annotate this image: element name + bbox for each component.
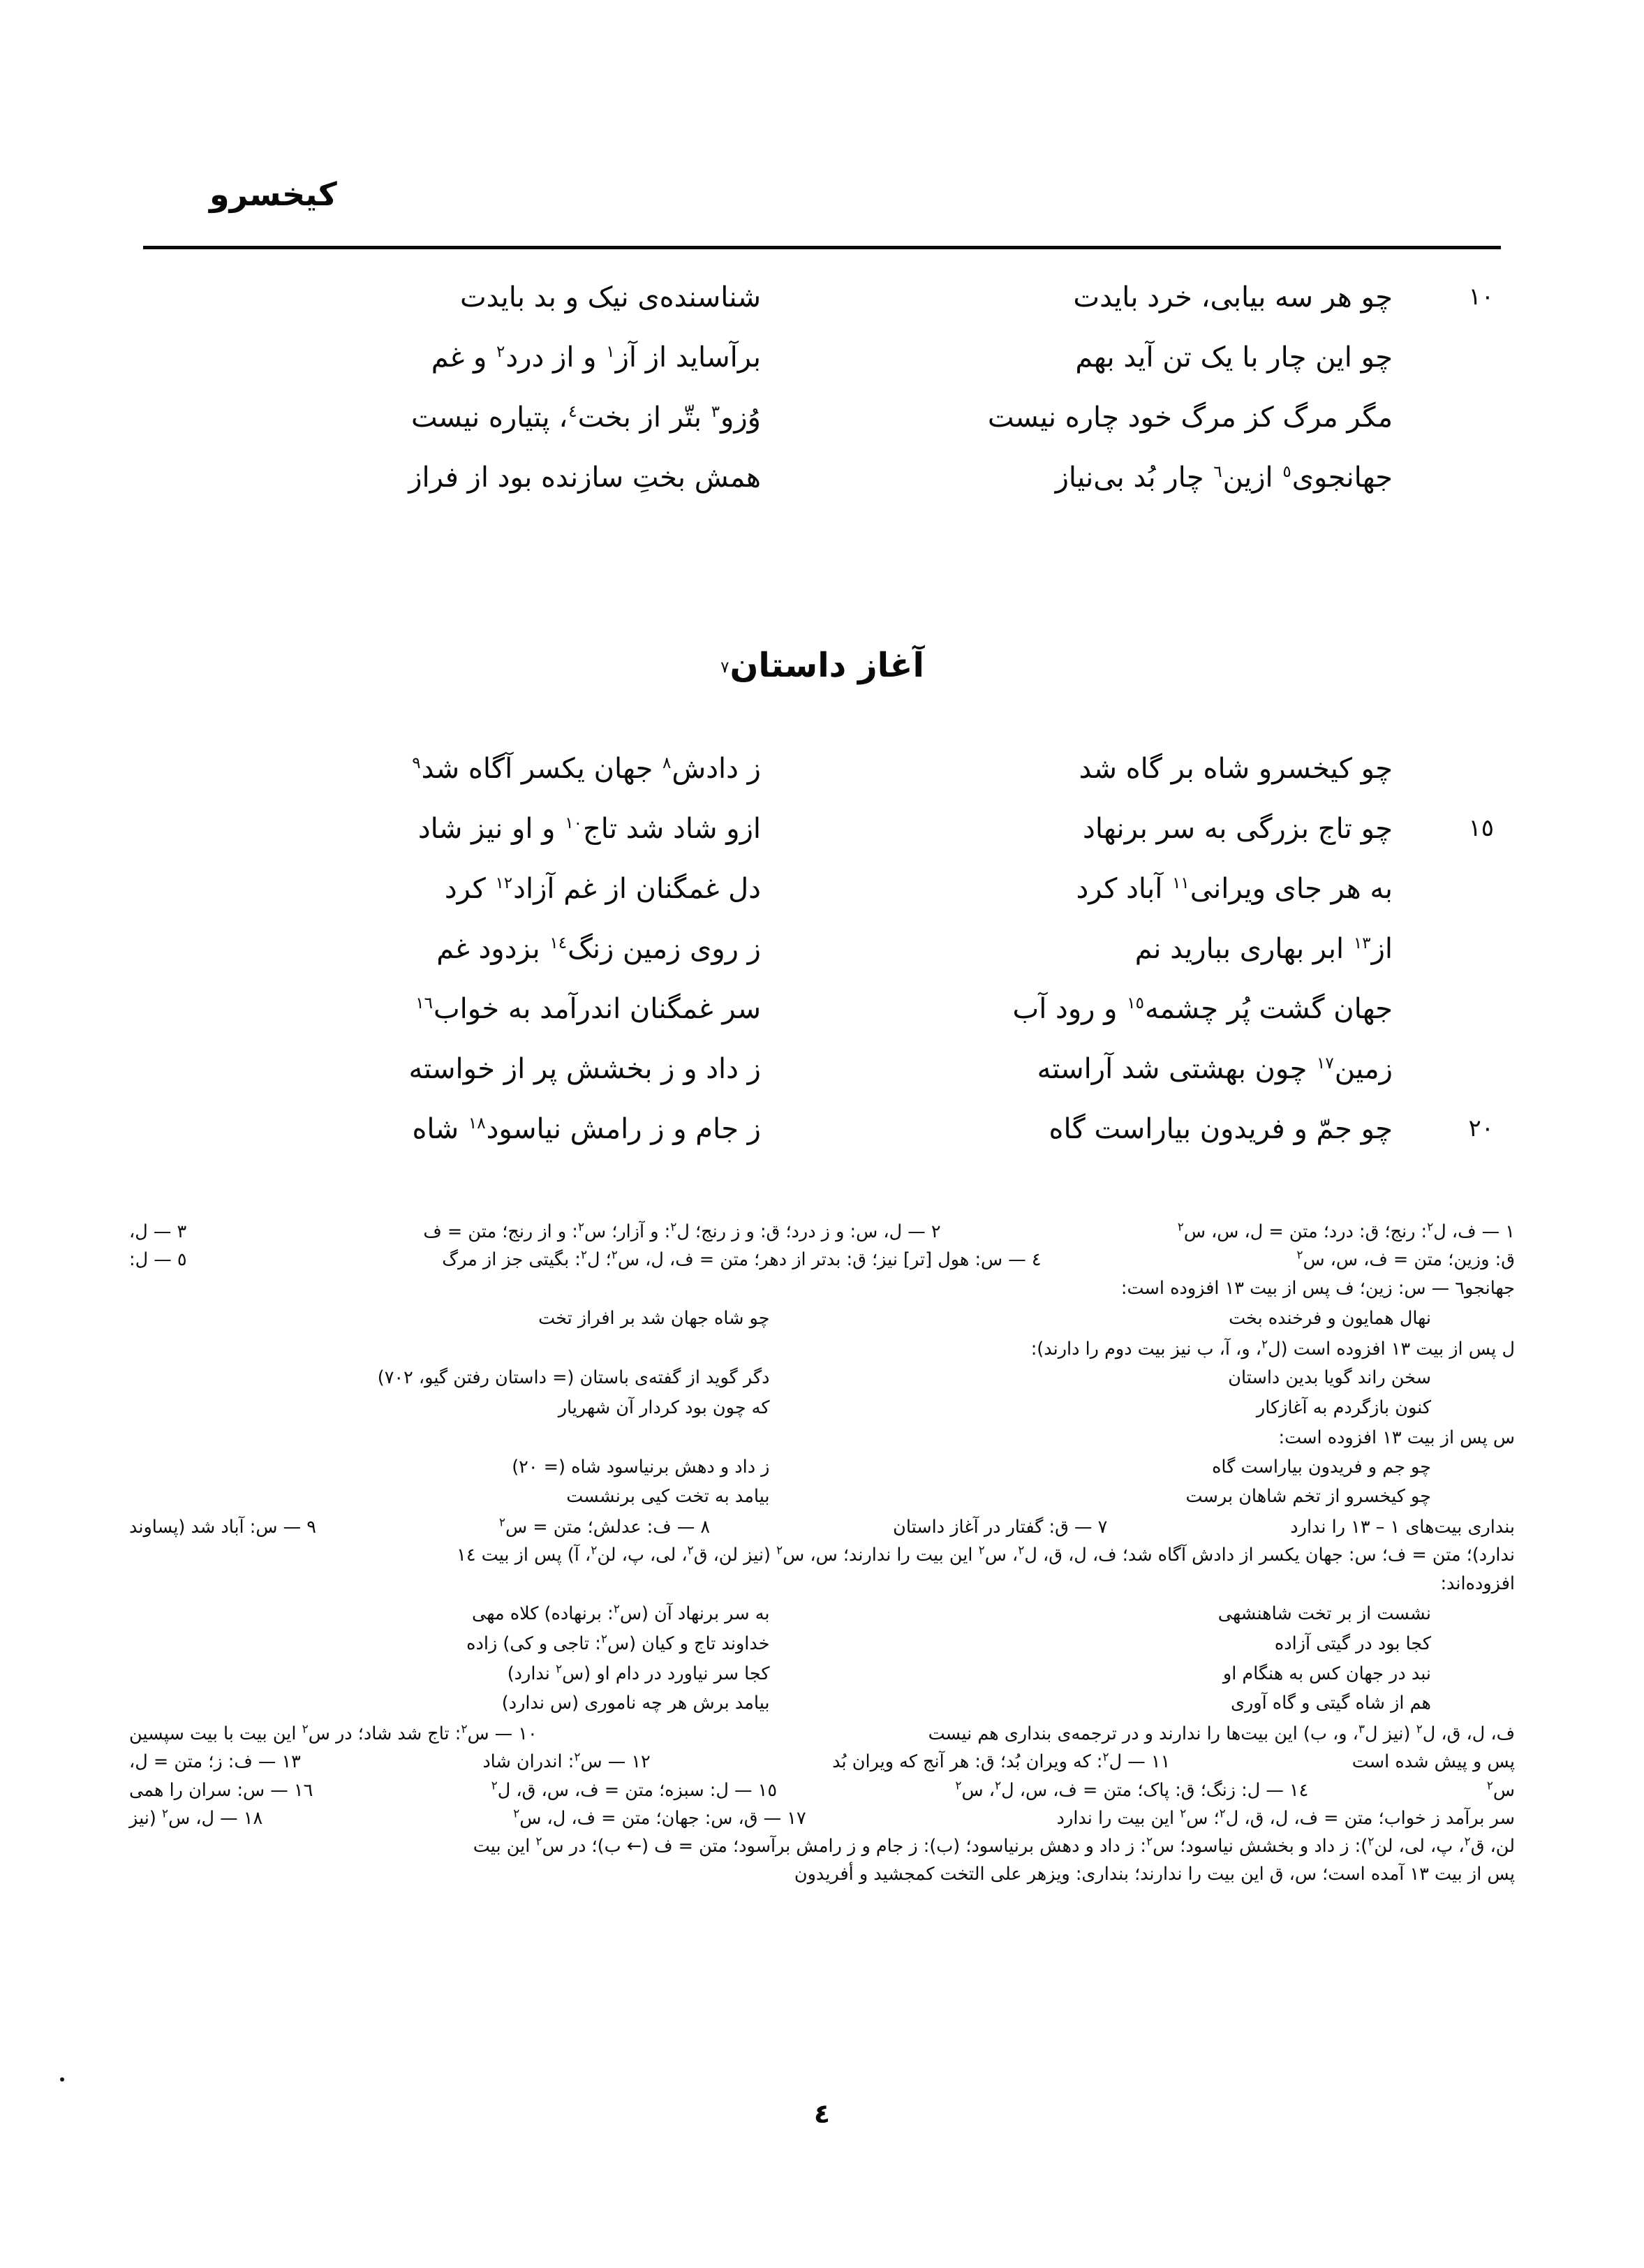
apparatus-note: ٧ — ق: گفتار در آغاز داستان: [893, 1517, 1108, 1538]
apparatus-note: ١٦ — س: سران را همی: [129, 1779, 313, 1801]
apparatus-insert-couplet: [129, 1689, 1515, 1718]
verse-couplet: [143, 396, 1501, 443]
apparatus-note: ١٢ — س$^٢$: اندران شاد: [482, 1750, 651, 1773]
apparatus-note: ٦ — س: زین؛ ف پس از بیت ١٣ افزوده است:: [1120, 1277, 1465, 1299]
apparatus-insert-hemistich-first: نشست از بر تخت شاهنشهی: [1217, 1603, 1431, 1624]
apparatus-line: [129, 1218, 1515, 1245]
apparatus-line: [129, 1542, 1515, 1568]
hemistich-second: ز داد و ز بخشش پر از خواسته: [408, 1053, 761, 1085]
apparatus-insert-block: [129, 1424, 1515, 1511]
apparatus-insert-hemistich-first: چو کیخسرو از تخم شاهان برست: [1185, 1486, 1431, 1508]
apparatus-insert-hemistich-second: کجا سر نیاورد در دام او (س$^٢$ ندارد): [507, 1662, 770, 1684]
verse-line-number: [1421, 927, 1501, 934]
hemistich-first: چو جمّ و فریدون بیاراست گاه: [1049, 1113, 1393, 1145]
hemistich-second: ز روی زمین زنگ$^{١٤}$ بزدود غم: [436, 933, 761, 965]
apparatus-insert-hemistich-second: که چون بود کردار آن شهریار: [558, 1397, 770, 1418]
hemistich-second: ازو شاد شد تاج$^{١٠}$ و او نیز شاد: [417, 813, 761, 845]
verse-line-number: [1421, 987, 1501, 994]
hemistich-first: به هر جای ویرانی$^{١١}$ آباد کرد: [1076, 873, 1393, 905]
verse-block-top: [143, 276, 1501, 516]
apparatus-note: ق: وزین؛ متن = ف، س، س$^٢$: [1296, 1248, 1515, 1271]
apparatus-insert-hemistich-first: کجا بود در گیتی آزاده: [1274, 1633, 1431, 1654]
verse-couplet: [143, 987, 1501, 1035]
hemistich-second: سر غمگنان اندرآمد به خواب$^{١٦}$: [415, 993, 761, 1025]
hemistich-first: چو هر سه بیابی، خرد بایدت: [1073, 281, 1393, 314]
apparatus-note: ١٣ — ف: ز؛ متن = ل،: [129, 1751, 301, 1773]
hemistich-first: چو تاج بزرگی به سر برنهاد: [1083, 813, 1393, 845]
apparatus-note: افزوده‌اند:: [1440, 1573, 1515, 1594]
hemistich-first: چو این چار با یک تن آید بهم: [1075, 341, 1393, 374]
hemistich-second: همش بختِ سازنده بود از فراز: [408, 462, 761, 494]
apparatus-insert-hemistich-second: بیامد برش هر چه ناموری (س ندارد): [501, 1693, 770, 1714]
verse-couplet: [143, 747, 1501, 795]
apparatus-note: بنداری بیت‌های ١ – ١٣ را ندارد: [1290, 1517, 1515, 1538]
apparatus-insert-hemistich-second: چو شاه جهان شد بر افراز تخت: [538, 1307, 770, 1329]
apparatus-note: ١٥ — ل: سبزه؛ متن = ف، س، ق، ل$^٢$: [491, 1779, 778, 1801]
apparatus-note: پس و پیش شده است: [1352, 1751, 1515, 1773]
hemistich-first: از$^{١٣}$ ابر بهاری بباريد نم: [1134, 933, 1393, 965]
verse-line-number: ١٥: [1468, 814, 1494, 842]
verse-line-number: [1421, 336, 1501, 343]
apparatus-insert-intro: س پس از بیت ١٣ افزوده است:: [1278, 1427, 1515, 1449]
verse-couplet: [143, 1047, 1501, 1095]
apparatus-insert-hemistich-first: چو جم و فریدون بیاراست گاه: [1212, 1456, 1431, 1478]
apparatus-line: [129, 1805, 1515, 1832]
apparatus-note: ٢ — ل، س: و ز درد؛ ق: و ز رنج؛ ل$^٢$: و آزار؛ س$^٢$: و از رنج؛ متن = ف: [423, 1220, 941, 1242]
folio-number: ٤: [813, 2098, 831, 2129]
apparatus-line: [129, 1275, 1515, 1302]
apparatus-insert-couplet: [129, 1630, 1515, 1658]
apparatus-note: ٥ — ل:: [129, 1249, 187, 1271]
verse-line-number: [1421, 747, 1501, 754]
verse-couplet: [143, 1107, 1501, 1155]
verse-line-number: [1421, 456, 1501, 463]
hemistich-first: چو کیخسرو شاه بر گاه شد: [1079, 753, 1393, 785]
section-heading-note: ٧: [720, 658, 730, 677]
apparatus-note: ندارد)؛ متن = ف؛ س: جهان یکسر از دادش آگاه شد؛ ف، ل، ق، ل$^٢$، س$^٢$ این بیت را ندارند؛ س، س$^٢$ (نیز لن، ق$^٢$، لی، پ، لن$^٢$، آ) پس از بیت ١٤: [457, 1543, 1515, 1566]
hemistich-first: جهان گشت پُر چشمه$^{١٥}$ و رود آب: [1012, 993, 1393, 1025]
apparatus-line: [129, 1777, 1515, 1804]
apparatus-note: ٨ — ف: عدلش؛ متن = س$^٢$: [498, 1515, 711, 1538]
apparatus-note: جهانجو: [1464, 1277, 1515, 1299]
hemistich-second: برآساید از آز$^١$ و از درد$^٢$ و غم: [431, 341, 761, 374]
apparatus-note: ١٨ — ل، س$^٢$ (نیز: [129, 1806, 263, 1829]
running-head: [143, 175, 1501, 213]
apparatus-insert-hemistich-second: به سر برنهاد آن (س$^٢$: برنهاده) کلاه مهی: [471, 1602, 770, 1624]
apparatus-insert-couplet: [129, 1600, 1515, 1628]
apparatus-insert-block: [129, 1600, 1515, 1718]
hemistich-first: جهانجوی$^٥$ ازین$^٦$ چار بُد بی‌نیاز: [1055, 462, 1393, 494]
apparatus-note: س$^٢$: [1486, 1779, 1515, 1801]
apparatus-insert-block: [129, 1304, 1515, 1333]
hemistich-second: دل غمگنان از غم آزاد$^{١٢}$ کرد: [444, 873, 761, 905]
verse-line-number: ١٠: [1468, 283, 1494, 311]
verse-couplet: [143, 336, 1501, 383]
hemistich-second: وُزو$^٣$ بتّر از بخت$^٤$، پتیاره نیست: [411, 402, 761, 434]
section-heading-text: آغاز داستان: [730, 646, 924, 685]
apparatus-note: ١١ — ل$^٢$: که ویران بُد؛ ق: هر آنج که ویران بُد: [832, 1750, 1171, 1773]
apparatus-insert-hemistich-second: خداوند تاج و کیان (س$^٢$: تاجی و کی) زاده: [466, 1632, 770, 1654]
verse-block-bottom: [143, 747, 1501, 1168]
apparatus-insert-hemistich-first: هم از شاه گیتی و گاه آوری: [1231, 1693, 1431, 1714]
apparatus-insert-hemistich-second: بیامد به تخت کیی برنشست: [566, 1486, 770, 1508]
apparatus-insert-hemistich-second: ز داد و دهش برنیاسود شاه (= ٢٠): [512, 1456, 770, 1478]
apparatus-insert-couplet: [129, 1482, 1515, 1511]
apparatus-insert-hemistich-first: سخن راند گویا بدین داستان: [1228, 1367, 1431, 1388]
apparatus-note: ٣ — ل،: [129, 1221, 187, 1242]
apparatus-note: ٤ — س: هول [تر] نیز؛ ق: بدتر از دهر؛ متن = ف، ل، س$^٢$؛ ل$^٢$: بگیتی جز از مرگ: [442, 1248, 1042, 1271]
apparatus-line: [129, 1246, 1515, 1273]
apparatus-line: [129, 1833, 1515, 1860]
apparatus-insert-intro: ل پس از بیت ١٣ افزوده است (ل$^٢$، و، آ، ب نیز بیت دوم را دارند):: [1030, 1337, 1515, 1360]
verse-line-number: ٢٠: [1468, 1114, 1494, 1142]
apparatus-note: ٩ — س: آباد شد (پساوند: [129, 1517, 316, 1538]
verse-couplet: [143, 276, 1501, 323]
apparatus-insert-couplet: [129, 1453, 1515, 1482]
apparatus-insert-block: [129, 1336, 1515, 1422]
hemistich-first: زمین$^{١٧}$ چون بهشتی شد آراسته: [1037, 1053, 1393, 1085]
apparatus-insert-hemistich-first: نبد در جهان کس به هنگام او: [1222, 1663, 1431, 1684]
apparatus-note: ١٤ — ل: زنگ؛ ق: پاک؛ متن = ف، س، ل$^٢$، س$^٢$: [955, 1779, 1309, 1801]
apparatus-note: سر برآمد ز خواب؛ متن = ف، ل، ق، ل$^٢$؛ س$^٢$ این بیت را ندارد: [1056, 1806, 1515, 1829]
apparatus-insert-couplet: [129, 1364, 1515, 1392]
verse-couplet: [143, 927, 1501, 975]
apparatus-criticus: [129, 1218, 1515, 1890]
apparatus-line: [129, 1861, 1515, 1887]
apparatus-line: [129, 1748, 1515, 1775]
verse-line-number: [1421, 396, 1501, 403]
apparatus-insert-couplet: [129, 1304, 1515, 1333]
apparatus-note: ١٧ — ق، س: جهان؛ متن = ف، ل، س$^٢$: [513, 1806, 806, 1829]
apparatus-note: ١ — ف، ل$^٢$: رنج؛ ق: درد؛ متن = ل، س، س$^٢$: [1177, 1220, 1515, 1242]
apparatus-note: پس از بیت ١٣ آمده است؛ س، ق این بیت را ندارند؛ بنداری: ویزهر علی التخت کمجشید و أفریدون: [794, 1864, 1515, 1885]
verse-couplet: [143, 456, 1501, 503]
apparatus-insert-couplet: [129, 1660, 1515, 1688]
hemistich-first: مگر مرگ کز مرگ خود چاره نیست: [987, 402, 1393, 434]
apparatus-line: [129, 1570, 1515, 1597]
page-speck: [60, 2077, 64, 2082]
verse-couplet: [143, 867, 1501, 915]
verse-couplet: [143, 807, 1501, 855]
hemistich-second: ز دادش$^٨$ جهان یکسر آگاه شد$^٩$: [412, 753, 761, 785]
apparatus-note: ١٠ — س$^٢$: تاج شد شاد؛ در س$^٢$ این بیت با بیت سپسین: [129, 1722, 538, 1745]
verse-line-number: [1421, 867, 1501, 874]
apparatus-line: [129, 1514, 1515, 1540]
apparatus-insert-couplet: [129, 1394, 1515, 1422]
apparatus-insert-hemistich-first: نهال همایون و فرخنده بخت: [1229, 1307, 1431, 1329]
apparatus-line: [129, 1721, 1515, 1747]
header-rule: [143, 246, 1501, 249]
apparatus-insert-hemistich-second: دگر گوید از گفته‌ی باستان (= داستان رفتن گیو، ٧٠٢): [377, 1367, 770, 1388]
apparatus-note: ف، ل، ق، ل$^٢$ (نیز ل$^٣$، و، ب) این بیت‌ها را ندارند و در ترجمه‌ی بنداری هم نیست: [928, 1722, 1515, 1745]
running-head-title: کیخسرو: [209, 175, 337, 213]
apparatus-note: لن، ق$^٢$، پ، لی، لن$^٢$): ز داد و بخشش نیاسود؛ س$^٢$: ز داد و دهش برنیاسود؛ (ب): ز جام و ز رامش برآسود؛ متن = ف (← ب)؛ در س$^٢$ این بیت: [473, 1834, 1515, 1857]
apparatus-insert-hemistich-first: کنون بازگردم به آغازکار: [1256, 1397, 1431, 1418]
hemistich-second: ز جام و ز رامش نیاسود$^{١٨}$ شاه: [412, 1113, 761, 1145]
hemistich-second: شناسنده‌ی نیک و بد بایدت: [459, 281, 761, 314]
verse-line-number: [1421, 1047, 1501, 1054]
section-heading: [143, 646, 1501, 685]
